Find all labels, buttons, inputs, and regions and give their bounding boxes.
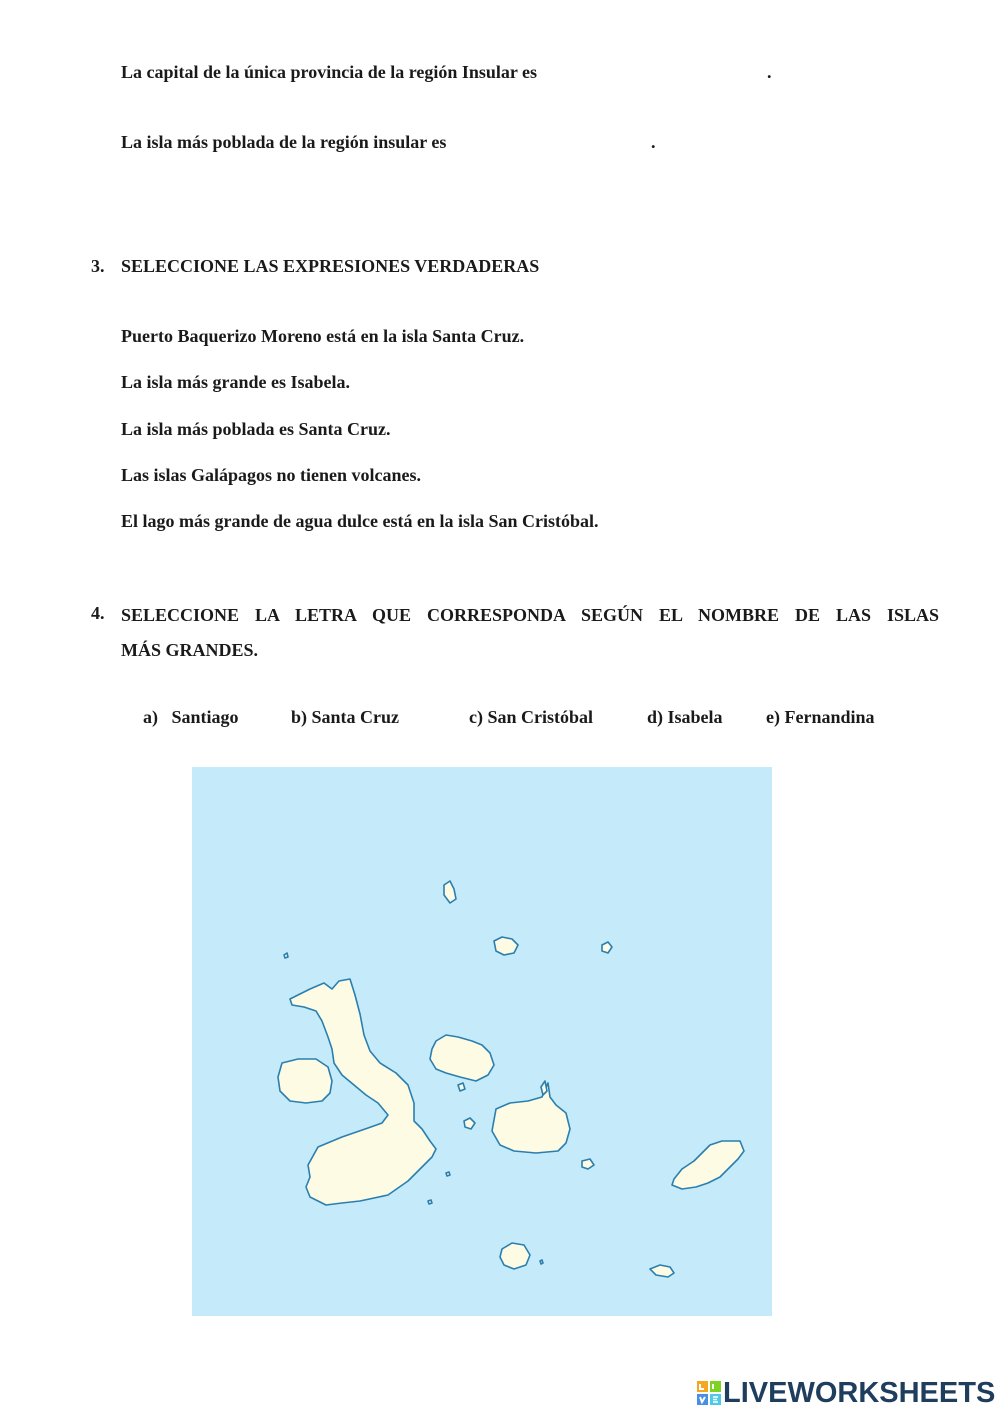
santiago-island bbox=[430, 1035, 494, 1081]
islet-1 bbox=[446, 1172, 450, 1176]
statement-4[interactable]: Las islas Galápagos no tienen volcanes. bbox=[121, 465, 422, 485]
question-3-number: 3. bbox=[91, 256, 105, 276]
darwin-island bbox=[284, 953, 288, 958]
option-d bbox=[647, 707, 723, 728]
option-d-name: Isabela bbox=[667, 707, 723, 727]
marchena-island bbox=[494, 937, 518, 955]
liveworksheets-logo bbox=[697, 1377, 995, 1409]
fernandina-island bbox=[278, 1059, 332, 1103]
option-c bbox=[469, 707, 593, 728]
fill-blank-2-end: . bbox=[651, 132, 656, 152]
statement-5[interactable]: El lago más grande de agua dulce está en la isla San Cristóbal. bbox=[121, 511, 599, 531]
fill-blank-1-text: La capital de la única provincia de la región Insular es bbox=[121, 62, 538, 82]
galapagos-map-svg bbox=[192, 767, 772, 1316]
islet-2 bbox=[428, 1200, 432, 1204]
santa-cruz-island bbox=[492, 1083, 570, 1153]
question-4-title bbox=[121, 598, 939, 668]
genovesa-island bbox=[602, 942, 612, 953]
populated-island-answer-input[interactable] bbox=[490, 130, 652, 156]
liveworksheets-logo-icon bbox=[697, 1381, 721, 1405]
statement-3[interactable]: La isla más poblada es Santa Cruz. bbox=[121, 419, 391, 439]
question-4-number: 4. bbox=[91, 603, 105, 623]
pinta-island bbox=[444, 881, 456, 903]
option-d-letter: d) bbox=[647, 707, 664, 727]
santa-fe-island bbox=[582, 1159, 594, 1169]
floreana-island bbox=[500, 1243, 530, 1269]
option-b bbox=[291, 707, 399, 728]
option-c-name: San Cristóbal bbox=[487, 707, 594, 727]
liveworksheets-logo-text: LIVEWORKSHEETS bbox=[723, 1376, 996, 1409]
fill-blank-1-end: . bbox=[767, 62, 772, 82]
islet-3 bbox=[540, 1260, 543, 1264]
option-a-letter: a) bbox=[143, 707, 158, 727]
baltra-island bbox=[541, 1081, 547, 1095]
fill-blank-2-text: La isla más poblada de la región insular es bbox=[121, 132, 447, 152]
question-4-title-line1: SELECCIONE LA LETRA QUE CORRESPONDA SEGÚN EL NOMBRE DE LAS ISLAS bbox=[121, 605, 939, 625]
option-a-name: Santiago bbox=[171, 707, 239, 727]
question-4-title-line2: MÁS GRANDES. bbox=[121, 640, 259, 660]
espanola-island bbox=[650, 1265, 674, 1277]
option-b-name: Santa Cruz bbox=[311, 707, 400, 727]
statement-2[interactable]: La isla más grande es Isabela. bbox=[121, 372, 351, 392]
question-3-title: SELECCIONE LAS EXPRESIONES VERDADERAS bbox=[121, 256, 540, 276]
pinzon-island bbox=[464, 1118, 475, 1129]
option-e-name: Fernandina bbox=[784, 707, 875, 727]
statement-1[interactable]: Puerto Baquerizo Moreno está en la isla Santa Cruz. bbox=[121, 326, 525, 346]
san-cristobal-island bbox=[672, 1141, 744, 1189]
option-b-letter: b) bbox=[291, 707, 308, 727]
option-e bbox=[766, 707, 875, 728]
option-a bbox=[143, 707, 239, 728]
rabida-island bbox=[458, 1083, 465, 1091]
capital-answer-input[interactable] bbox=[590, 60, 766, 86]
galapagos-map bbox=[192, 767, 772, 1316]
option-c-letter: c) bbox=[469, 707, 483, 727]
option-e-letter: e) bbox=[766, 707, 780, 727]
